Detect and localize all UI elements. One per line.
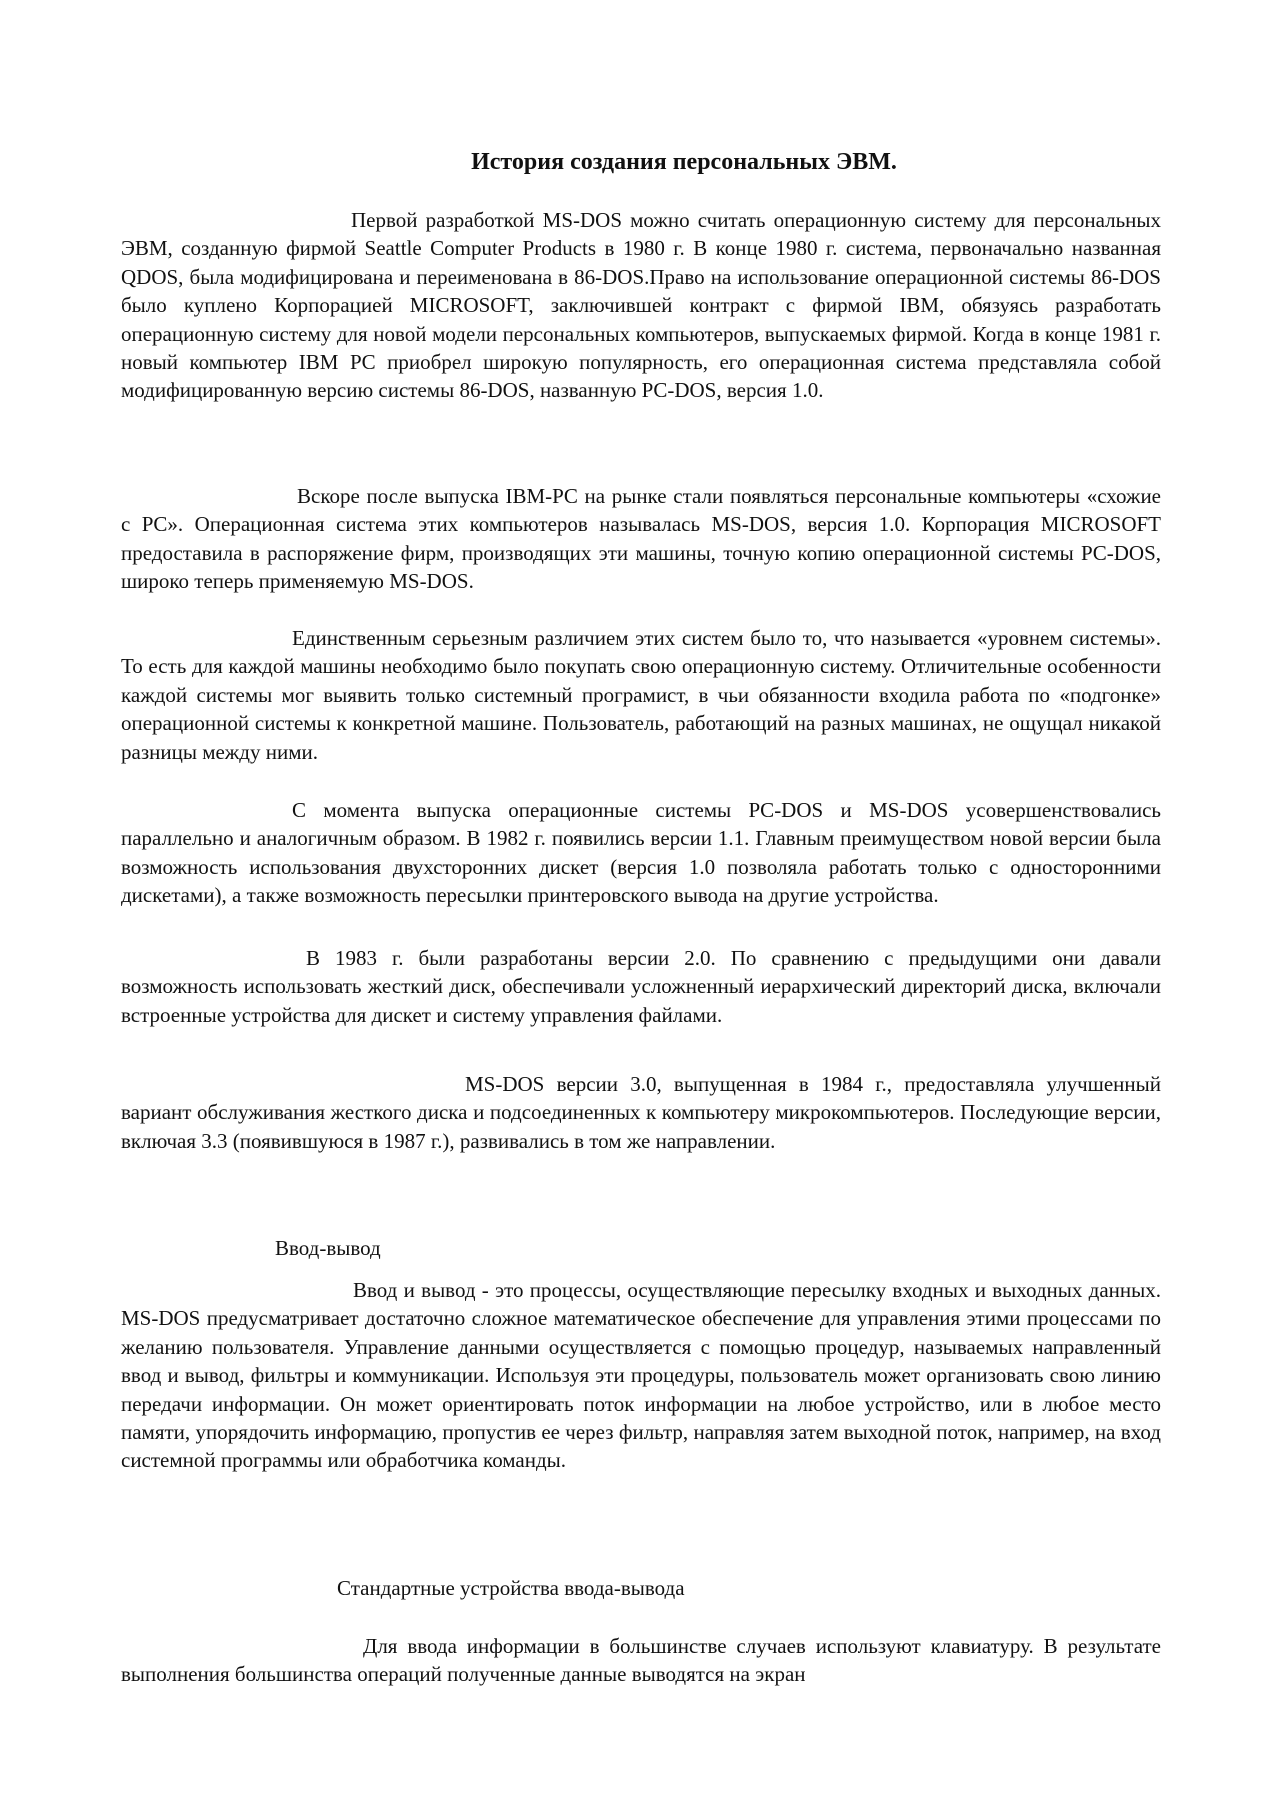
- paragraph-msdos-origin: Первой разработкой MS-DOS можно считать операционную систему для персональных ЭВМ, созданную фирмой Seattle Computer Products в 1980 г. В конце 1980 г. система, первоначально названная QDOS, была модифицирована и переименована в 86-DOS.Право на использование операционной системы 86-DOS было куплено Корпорацией MICROSOFT, заключившей контракт с фирмой IBM, обязуясь разработать операционную систему для новой модели персональных компьютеров, выпускаемых фирмой. Когда в конце 1981 г. новый компьютер IBM PC приобрел широкую популярность, его операционная система представляла собой модифицированную версию системы 86-DOS, названную PC-DOS, версия 1.0.: [121, 208, 1161, 403]
- paragraph-system-level: Единственным серьезным различием этих систем было то, что называется «уровнем системы». То есть для каждой машины необходимо было покупать свою операционную систему. Отличительные особенности каждой системы мог выявить только системный програмист, в чьи обязанности входила работа по «подгонке» операционной системы к конкретной машине. Пользователь, работающий на разных машинах, не ощущал никакой разницы между ними.: [121, 626, 1161, 764]
- paragraph-io: Ввод и вывод - это процессы, осуществляющие пересылку входных и выходных данных. MS-DOS предусматривает достаточно сложное математическое обеспечение для управления этими процессами по желанию пользователя. Управление данными осуществляется с помощью процедур, называемых направленный ввод и вывод, фильтры и коммуникации. Используя эти процедуры, пользователь может организовать свою линию передачи информации. Он может ориентировать поток информации на любое устройство, или в любое место памяти, упорядочить информацию, пропустив ее через фильтр, направляя затем выходной поток, например, на вход системной программы или обработчика команды.: [121, 1278, 1161, 1473]
- paragraph-version-1-1: С момента выпуска операционные системы PC-DOS и MS-DOS усовершенствовались параллельно и аналогичным образом. В 1982 г. появились версии 1.1. Главным преимуществом новой версии была возможность использования двухсторонних дискет (версия 1.0 позволяла работать только с односторонними дискетами), а также возможность пересылки принтеровского вывода на другие устройства.: [121, 798, 1161, 908]
- paragraph-pc-clones: Вскоре после выпуска IBM-PC на рынке стали появляться персональные компьютеры «схожие с PC». Операционная система этих компьютеров называлась MS-DOS, версия 1.0. Корпорация MICROSOFT предоставила в распоряжение фирм, производящих эти машины, точную копию операционной системы PC-DOS, широко теперь применяемую MS-DOS.: [121, 484, 1161, 594]
- section-heading-standard-devices: Стандартные устройства ввода-вывода: [337, 1576, 685, 1600]
- paragraph-version-2-0: В 1983 г. были разработаны версии 2.0. По сравнению с предыдущими они давали возможность использовать жесткий диск, обеспечивали усложненный иерархический директорий диска, включали встроенные устройства для дискет и систему управления файлами.: [121, 946, 1161, 1027]
- paragraph-input-devices: Для ввода информации в большинстве случаев используют клавиатуру. В результате выполнения большинства операций полученные данные выводятся на экран: [121, 1634, 1161, 1687]
- document-title: История создания персональных ЭВМ.: [471, 149, 897, 175]
- section-heading-io: Ввод-вывод: [275, 1236, 381, 1260]
- paragraph-version-3-0: MS-DOS версии 3.0, выпущенная в 1984 г., предоставляла улучшенный вариант обслуживания жесткого диска и подсоединенных к компьютеру микрокомпьютеров. Последующие версии, включая 3.3 (появившуюся в 1987 г.), развивались в том же направлении.: [121, 1072, 1161, 1153]
